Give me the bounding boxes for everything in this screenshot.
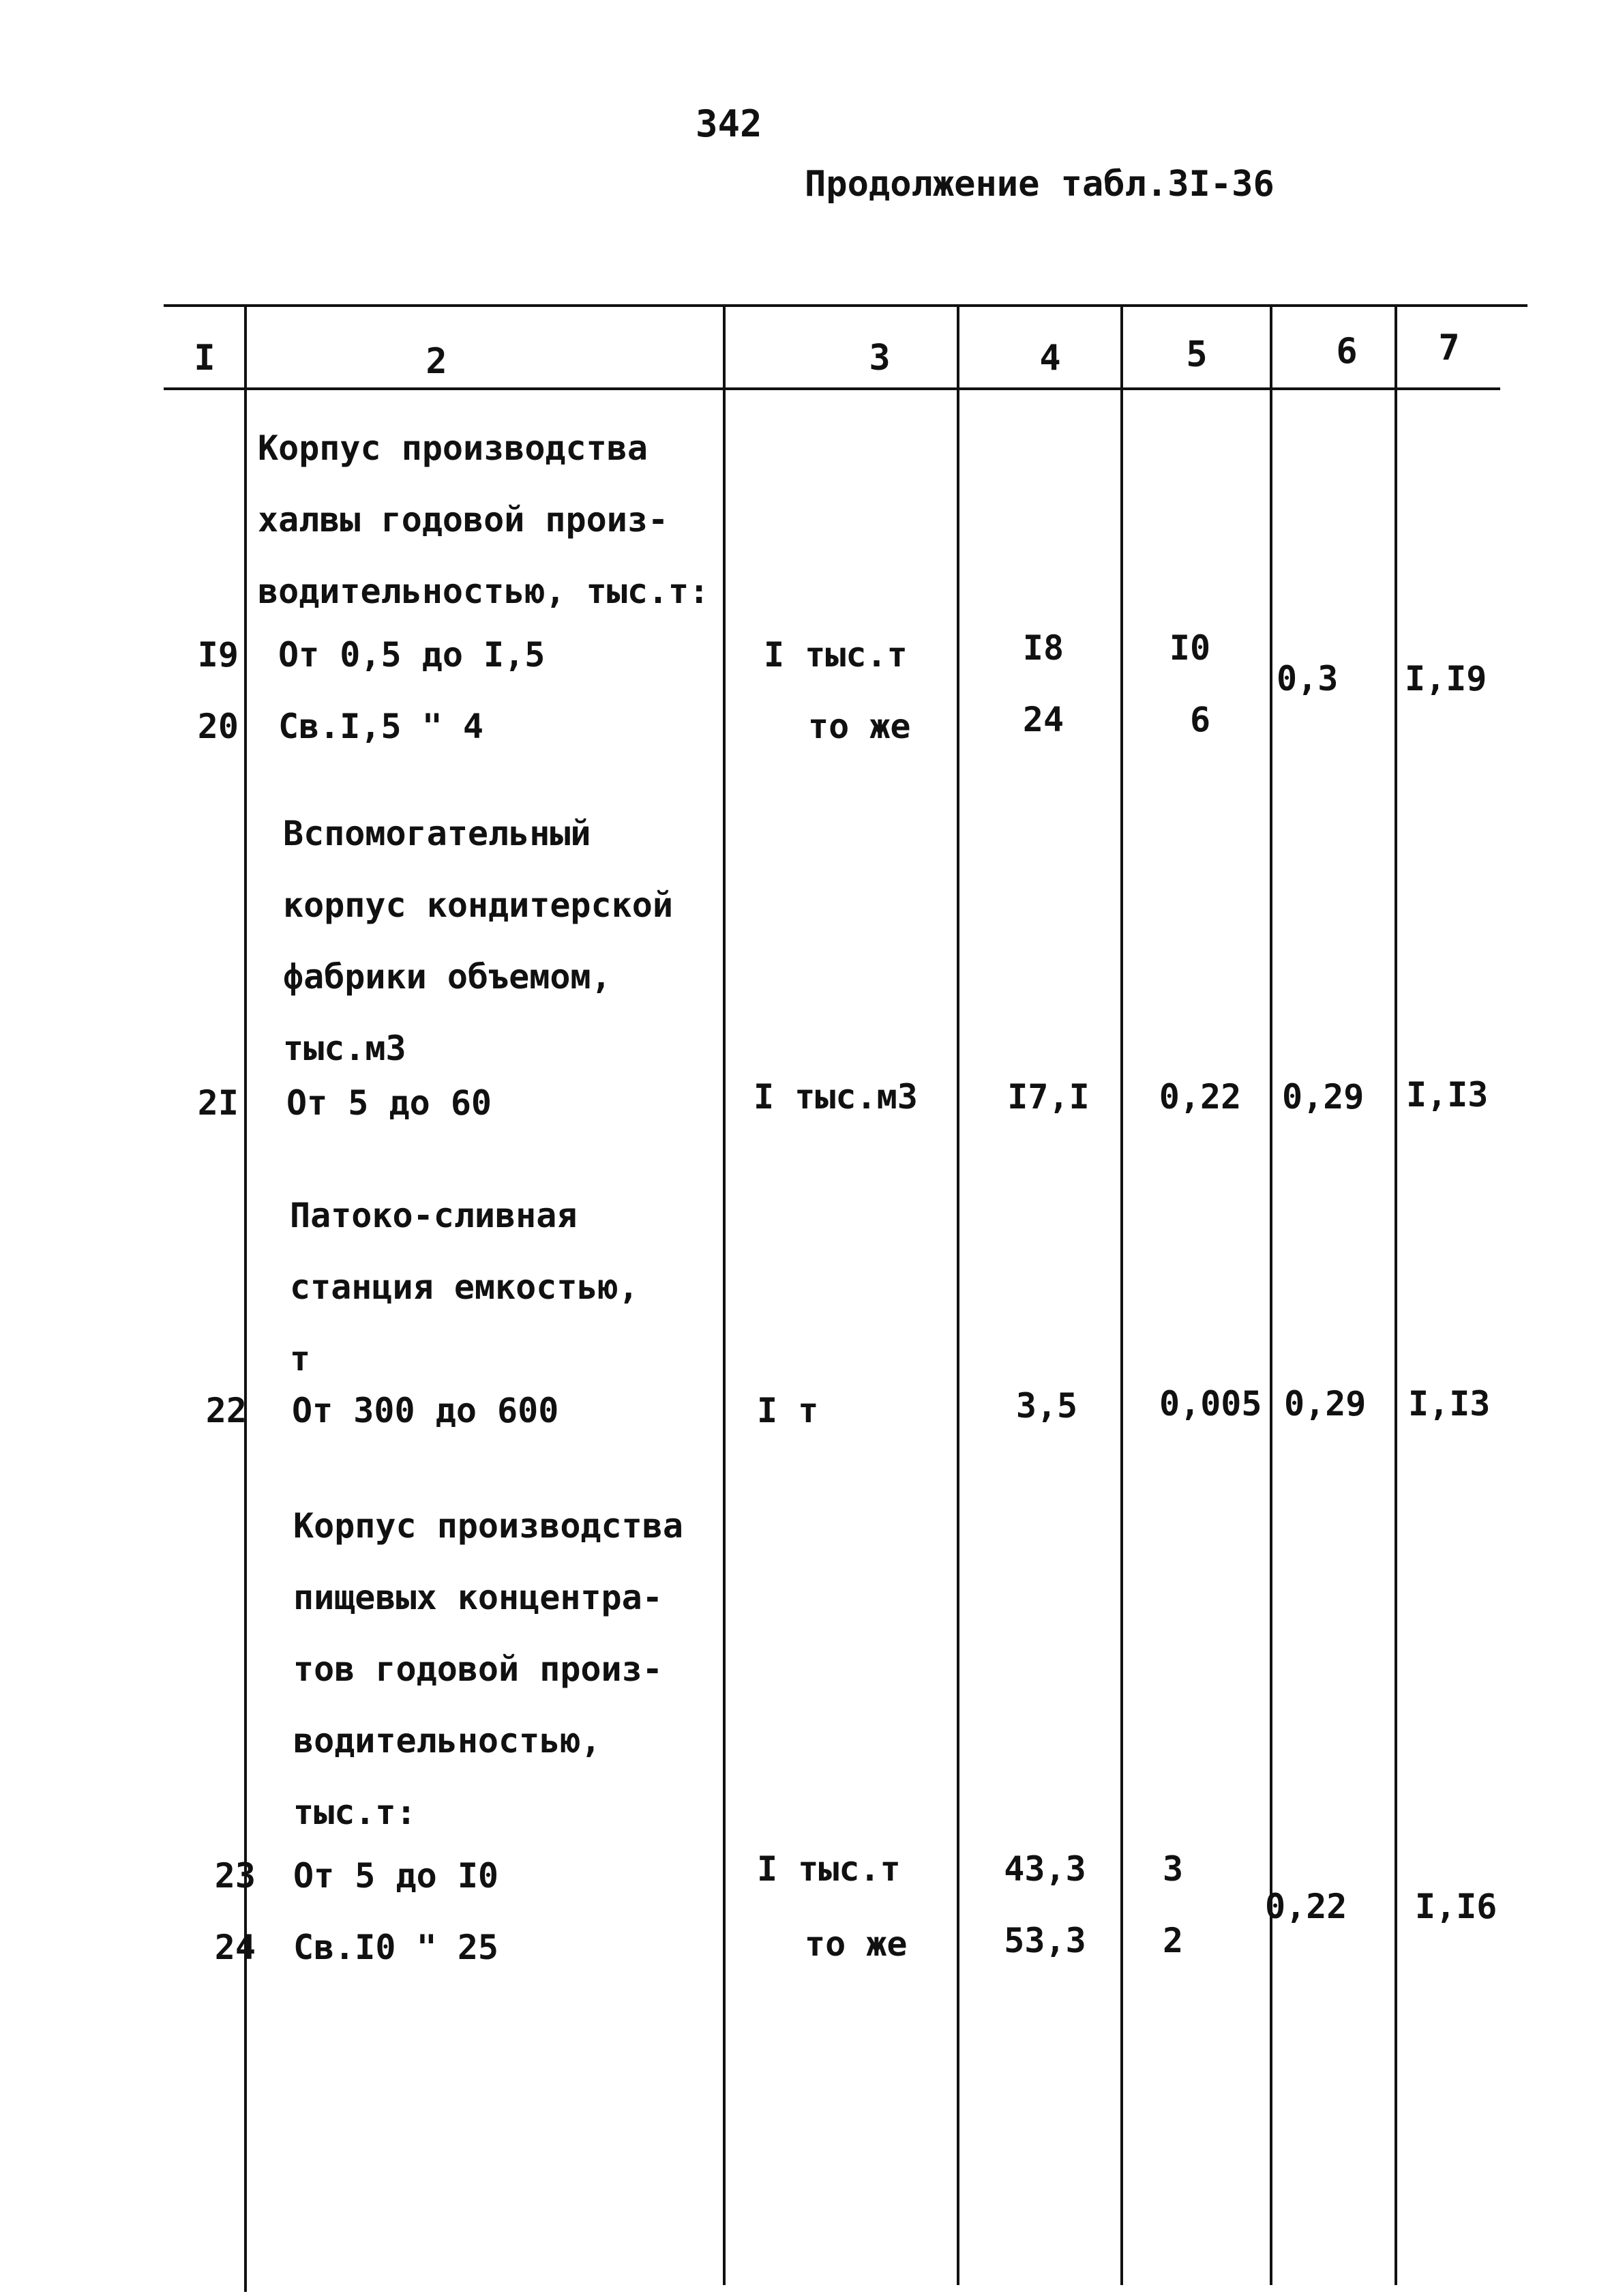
row-label: От 0,5 до I,5 xyxy=(278,635,546,675)
description-line: Корпус производства xyxy=(293,1506,683,1546)
row-number: 22 xyxy=(205,1391,247,1430)
column-header-2: 2 xyxy=(426,341,447,382)
row-description xyxy=(293,1490,683,1849)
row-value-col5: 2 xyxy=(1163,1921,1184,1960)
description-line: пищевых концентра- xyxy=(293,1578,663,1617)
row-value-col5: 0,005 xyxy=(1159,1384,1262,1424)
group-value-col7: I,I3 xyxy=(1408,1384,1491,1424)
row-label: От 5 до I0 xyxy=(293,1856,499,1896)
row-number: 23 xyxy=(214,1856,256,1896)
page-number: 342 xyxy=(696,102,762,145)
table-continuation-title: Продолжение табл.3I-36 xyxy=(805,164,1274,205)
group-value-col7: I,I3 xyxy=(1406,1075,1489,1115)
column-divider-6 xyxy=(1395,307,1397,2285)
description-line: фабрики объемом, xyxy=(283,957,612,997)
row-value-col4: I7,I xyxy=(1007,1077,1090,1117)
row-label: Св.I0 " 25 xyxy=(293,1928,499,1967)
group-value-col7: I,I6 xyxy=(1415,1887,1497,1926)
column-header-3: 3 xyxy=(869,338,891,379)
row-number: 24 xyxy=(214,1928,256,1967)
table-top-rule xyxy=(164,304,1527,307)
description-line: водительностью, xyxy=(293,1721,601,1761)
row-number: 2I xyxy=(197,1083,239,1123)
group-value-col7: I,I9 xyxy=(1405,659,1487,698)
row-unit: I тыс.т xyxy=(757,1849,901,1889)
row-unit: I тыс.т xyxy=(764,635,908,675)
row-value-col5: 6 xyxy=(1189,700,1211,739)
group-value-col6: 0,29 xyxy=(1284,1384,1367,1424)
column-divider-5 xyxy=(1270,307,1272,2285)
column-header-7: 7 xyxy=(1438,327,1460,368)
column-header-4: 4 xyxy=(1039,338,1061,379)
description-line: т xyxy=(290,1339,311,1379)
row-value-col5: 0,22 xyxy=(1159,1077,1242,1117)
row-value-col4: 3,5 xyxy=(1015,1386,1078,1426)
group-value-col6: 0,29 xyxy=(1282,1077,1365,1117)
description-line: Корпус производства xyxy=(258,428,648,468)
description-line: тыс.м3 xyxy=(283,1029,406,1068)
column-divider-4 xyxy=(1120,307,1123,2285)
description-line: халвы годовой произ- xyxy=(258,500,669,540)
column-divider-2 xyxy=(723,307,726,2285)
description-line: станция емкостью, xyxy=(290,1267,639,1307)
description-line: Вспомогательный xyxy=(283,814,591,853)
row-label: От 300 до 600 xyxy=(292,1391,559,1430)
row-value-col5: 3 xyxy=(1163,1849,1184,1889)
row-value-col4: 43,3 xyxy=(1004,1849,1086,1889)
row-unit: то же xyxy=(808,707,911,746)
description-line: корпус кондитерской xyxy=(283,885,673,925)
row-number: I9 xyxy=(197,635,239,675)
column-header-1: I xyxy=(194,338,215,379)
column-divider-3 xyxy=(957,307,959,2285)
row-label: Св.I,5 " 4 xyxy=(278,707,484,746)
table-header-rule xyxy=(164,387,1500,390)
row-number: 20 xyxy=(197,707,239,746)
description-line: тыс.т: xyxy=(293,1793,417,1832)
row-value-col4: I8 xyxy=(1022,628,1064,668)
column-header-5: 5 xyxy=(1186,334,1208,375)
description-line: Патоко-сливная xyxy=(290,1196,578,1235)
row-value-col4: 53,3 xyxy=(1004,1921,1086,1960)
description-line: тов годовой произ- xyxy=(293,1649,663,1689)
row-unit: то же xyxy=(805,1924,908,1964)
row-value-col4: 24 xyxy=(1022,700,1064,739)
column-divider-1 xyxy=(244,307,247,2292)
row-description xyxy=(283,798,673,1085)
row-value-col5: I0 xyxy=(1169,628,1211,668)
row-unit: I тыс.м3 xyxy=(754,1077,918,1117)
description-line: водительностью, тыс.т: xyxy=(258,572,710,611)
row-description xyxy=(258,413,709,628)
group-value-col6: 0,22 xyxy=(1265,1887,1347,1926)
row-label: От 5 до 60 xyxy=(286,1083,492,1123)
row-unit: I т xyxy=(757,1391,819,1430)
group-value-col6: 0,3 xyxy=(1277,659,1339,698)
column-header-6: 6 xyxy=(1336,331,1358,372)
row-description xyxy=(290,1180,639,1395)
